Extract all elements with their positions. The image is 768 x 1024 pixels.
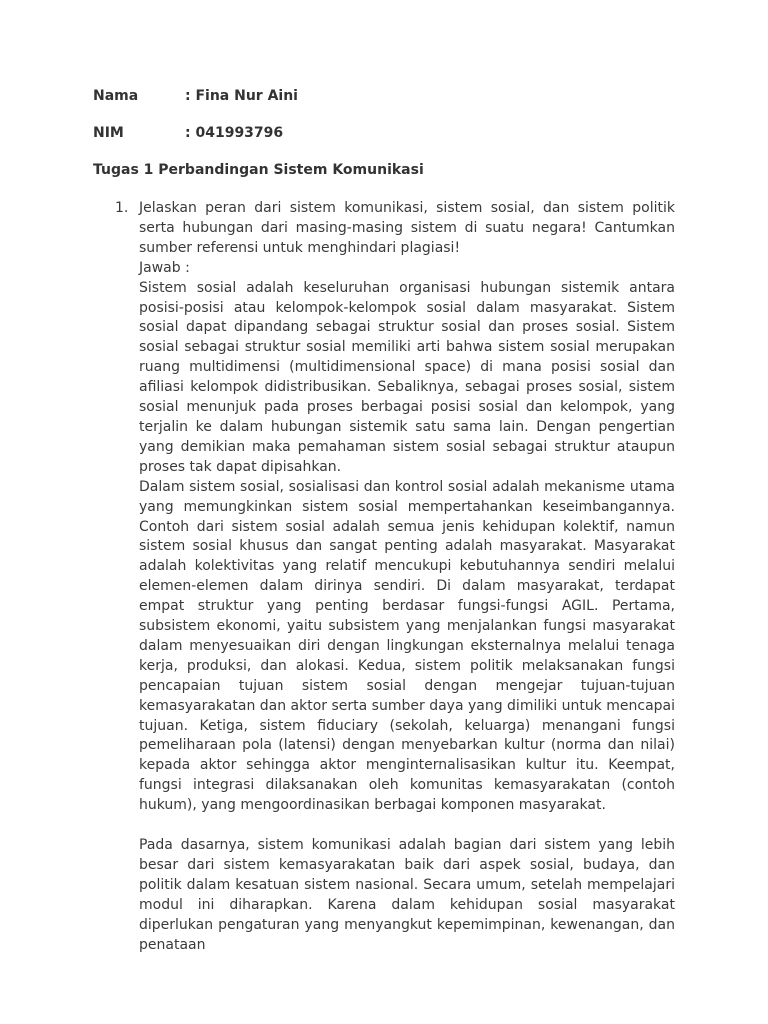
nim-value: : 041993796	[185, 125, 284, 141]
student-id-row	[93, 125, 283, 141]
name-value: : Fina Nur Aini	[185, 88, 298, 104]
answer-paragraph: Sistem sosial adalah keseluruhan organisasi hubungan sistemik antara posisi-posisi atau kelompok-kelompok sosial dalam masyarakat. Sistem sosial dapat dipandang sebagai struktur sosial dan proses sosial. Sistem sosial sebagai struktur sosial memiliki arti bahwa sistem sosial merupakan ruang multidimensi (multidimensional space) di mana posisi sosial dan afiliasi kelompok didistribusikan. Sebaliknya, sebagai proses sosial, sistem sosial menunjuk pada proses berbagai posisi sosial dan kelompok, yang terjalin ke dalam hubungan sistemik satu sama lain. Dengan pengertian yang demikian maka pemahaman sistem sosial sebagai struktur ataupun proses tak dapat dipisahkan.	[139, 279, 675, 475]
question-text: Jelaskan peran dari sistem komunikasi, sistem sosial, dan sistem politik serta hubungan dari masing-masing sistem di suatu negara! Cantumkan sumber referensi untuk menghindari plagiasi!	[139, 200, 675, 256]
student-name-row	[93, 88, 298, 104]
answer-label: Jawab :	[139, 259, 190, 276]
document-title: Tugas 1 Perbandingan Sistem Komunikasi	[93, 162, 424, 178]
question-number: 1.	[115, 200, 129, 216]
question-item	[93, 199, 675, 956]
answer-paragraph: Dalam sistem sosial, sosialisasi dan kontrol sosial adalah mekanisme utama yang memungkinkan sistem sosial mempertahankan keseimbangannya. Contoh dari sistem sosial adalah semua jenis kehidupan kolektif, namun sistem sosial khusus dan sangat penting adalah masyarakat. Masyarakat adalah kolektivitas yang relatif mencukupi kebutuhannya sendiri melalui elemen-elemen dalam dirinya sendiri. Di dalam masyarakat, terdapat empat struktur yang penting berdasar fungsi-fungsi AGIL. Pertama, subsistem ekonomi, yaitu subsistem yang menjalankan fungsi masyarakat dalam menyesuaikan diri dengan lingkungan eksternalnya melalui tenaga kerja, produksi, dan alokasi. Kedua, sistem politik melaksanakan fungsi pencapaian tujuan sistem sosial dengan mengejar tujuan-tujuan kemasyarakatan dan aktor serta sumber daya yang dimiliki untuk mencapai tujuan. Ketiga, sistem fiduciary (sekolah, keluarga) menangani fungsi pemeliharaan pola (latensi) dengan menyebarkan kultur (norma dan nilai) kepada aktor sehingga aktor menginternalisasikan kultur itu. Keempat, fungsi integrasi dilaksanakan oleh komunitas kemasyarakatan (contoh hukum), yang mengoordinasikan berbagai komponen masyarakat.	[139, 478, 675, 814]
nim-label: NIM	[93, 125, 124, 141]
name-label: Nama	[93, 88, 139, 104]
answer-paragraph: Pada dasarnya, sistem komunikasi adalah bagian dari sistem yang lebih besar dari sistem kemasyarakatan baik dari aspek sosial, budaya, dan politik dalam kesatuan sistem nasional. Secara umum, setelah mempelajari modul ini diharapkan. Karena dalam kehidupan sosial masyarakat diperlukan pengaturan yang menyangkut kepemimpinan, kewenangan, dan penataan	[139, 837, 675, 953]
question-body	[139, 199, 675, 956]
